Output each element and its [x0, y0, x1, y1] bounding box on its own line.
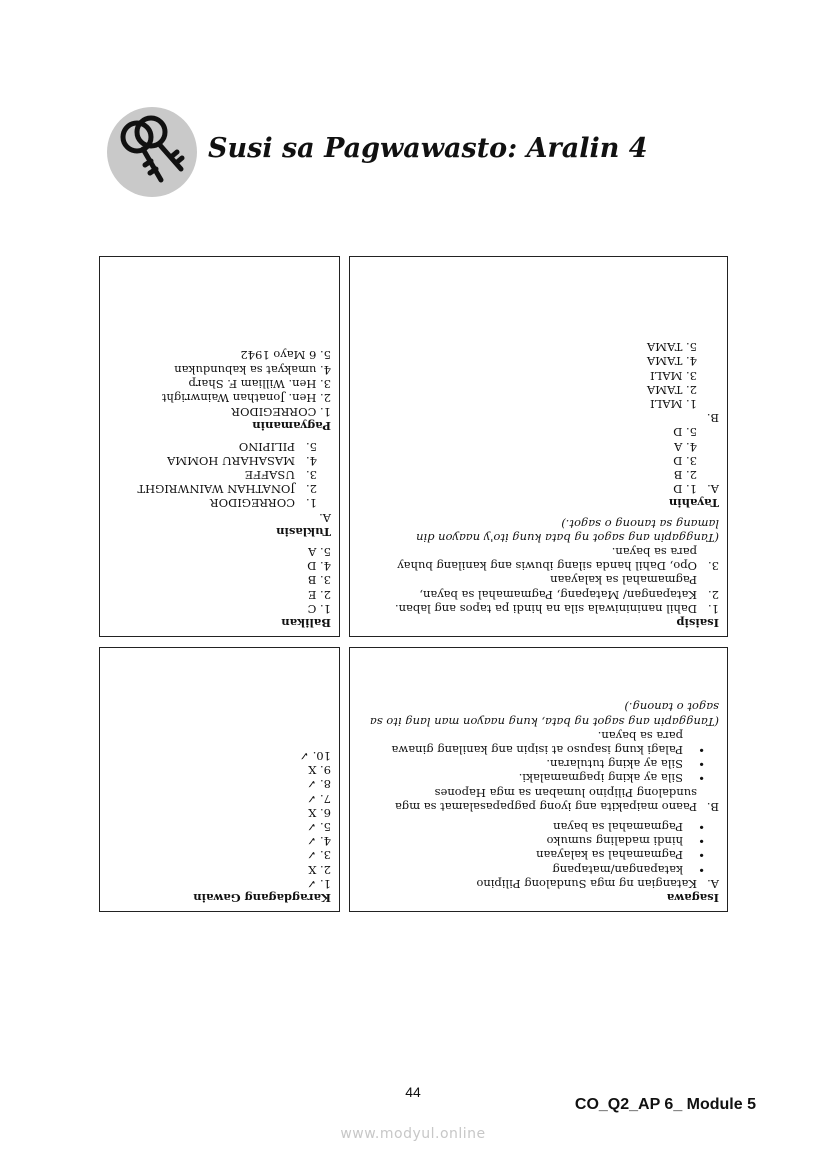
- isagawa-note: (Tanggapin ang sagot ng bata, kung naayon man lang ito sa: [369, 714, 719, 729]
- watermark: www.modyul.online: [340, 1126, 486, 1142]
- module-code: CO_Q2_AP 6_ Module 5: [574, 1096, 756, 1113]
- isagawa-bullet: • Palagi kung isapuso at isipin ang kanilang ginawa: [391, 742, 705, 757]
- answer-panel-karagdagang-gawain: [99, 647, 340, 912]
- karagdagang-gawain-item: 6. X: [308, 805, 331, 820]
- isagawa-note: sagot o tanong.): [624, 700, 719, 715]
- answer-panel-isagawa: [349, 647, 728, 912]
- balikan-item: 1. C: [307, 601, 331, 616]
- pagyamanin-item: 5. 6 Mayo 1942: [240, 348, 331, 363]
- karagdagang-gawain-item: 9. X: [308, 763, 331, 778]
- answer-panel-isaisip-tayahin: [349, 256, 728, 637]
- isagawa-bullet: • Pagmamahal sa kalayaan: [536, 848, 705, 863]
- pagyamanin-item: 2. Hen. Jonathan Wainwright: [161, 390, 331, 405]
- karagdagang-gawain-item: 3. ✓: [306, 848, 331, 863]
- balikan-item: 2. E: [307, 587, 331, 602]
- tuklasin-part-a: A.: [319, 510, 331, 525]
- keys-icon: [107, 107, 197, 197]
- pagyamanin-item: 3. Hen. William F. Sharp: [188, 376, 331, 391]
- page-number: 44: [405, 1084, 421, 1100]
- tayahin-item: 5. D: [673, 425, 697, 440]
- karagdagang-gawain-item: 8. ✓: [306, 777, 331, 792]
- tayahin-item: 4. A: [674, 439, 697, 454]
- isaisip-note: (Tanggapin ang sagot ng bata kung ito'y naayon din: [416, 530, 719, 545]
- isaisip-item: 1. Dahil nanininiwala sila na hindi pa tapos ang laban.: [394, 601, 719, 616]
- isagawa-part-a: A. Katangian ng mga Sundalong Pilipino: [476, 876, 719, 891]
- isagawa-bullet: • hindi madaling sumuko: [546, 834, 705, 849]
- tayahin-item: 2. B: [673, 467, 697, 482]
- balikan-item: 4. D: [307, 559, 331, 574]
- tuklasin-item: 2. JONATHAN WAINWRIGHT: [137, 482, 317, 497]
- balikan-item: 3. B: [307, 573, 331, 588]
- isaisip-item-continuation: Pagmamahal sa kalayaan: [550, 573, 697, 588]
- pagyamanin-item: 1. CORREGIDOR: [231, 405, 331, 420]
- tuklasin-item: 3. USAFFE: [244, 467, 317, 482]
- karagdagang-gawain-heading: Karagdagang Gawain: [193, 891, 331, 905]
- tayahin-item: 4. TAMA: [646, 354, 697, 369]
- balikan-heading: Balikan: [281, 616, 331, 630]
- isaisip-item: 2. Katapangan/ Matapang, Pagmamahal sa bayan,: [419, 587, 719, 602]
- isagawa-heading: Isagawa: [666, 891, 719, 905]
- isaisip-heading: Isaisip: [676, 616, 719, 630]
- karagdagang-gawain-item: 1. ✓: [306, 876, 331, 891]
- karagdagang-gawain-item: 4. ✓: [306, 834, 331, 849]
- tayahin-item: 3. D: [673, 453, 697, 468]
- isagawa-bullet: • katapangan/matapang: [552, 862, 705, 877]
- tayahin-item: 2. TAMA: [646, 382, 697, 397]
- karagdagang-gawain-item: 2. X: [308, 862, 331, 877]
- tayahin-item: 5. TAMA: [646, 340, 697, 355]
- karagdagang-gawain-item: 10. ✓: [299, 748, 331, 763]
- tuklasin-heading: Tuklasin: [276, 524, 331, 539]
- tuklasin-item: 4. MASAHARU HOMMA: [167, 453, 317, 468]
- isagawa-bullet: • Sila ay aking ipagmamalaki.: [518, 771, 705, 786]
- pagyamanin-heading: Pagyamanin: [252, 419, 331, 434]
- isaisip-item-continuation: para sa bayan.: [611, 544, 697, 559]
- isaisip-note: lamang sa tanong o sagot.): [561, 516, 719, 531]
- isagawa-bullet-continuation: para sa bayan.: [597, 728, 683, 743]
- balikan-item: 5. A: [308, 544, 331, 559]
- tayahin-item: 1. MALI: [650, 396, 697, 411]
- page-title: Susi sa Pagwawasto: Aralin 4: [208, 133, 648, 164]
- tayahin-item: 3. MALI: [650, 368, 697, 383]
- karagdagang-gawain-item: 5. ✓: [306, 819, 331, 834]
- isagawa-part-b: B. Paano maipakita ang iyong pagpapasalamat sa mga: [394, 799, 719, 814]
- tuklasin-item: 5. PILIPINO: [238, 439, 317, 454]
- tayahin-part-a: A. 1. D: [673, 482, 719, 497]
- isagawa-part-b-continuation: sundalong Pilipino lumaban sa mga Hapones: [434, 785, 697, 800]
- answer-panel-balikan-tuklasin-pagyamanin: [99, 256, 340, 637]
- pagyamanin-item: 4. umakyat sa kabundukan: [174, 362, 331, 377]
- isagawa-bullet: • Sila ay aking tutularan.: [546, 757, 705, 772]
- tayahin-heading: Tayahin: [668, 496, 719, 511]
- tuklasin-item: 1. CORREGIDOR: [210, 496, 317, 511]
- isagawa-bullet: • Pagmamahal sa bayan: [553, 819, 705, 834]
- karagdagang-gawain-item: 7. ✓: [306, 791, 331, 806]
- tayahin-part-b: B.: [706, 411, 719, 426]
- isaisip-item: 3. Opo, Dahil handa silang ibuwis ang kanilang buhay: [397, 559, 719, 574]
